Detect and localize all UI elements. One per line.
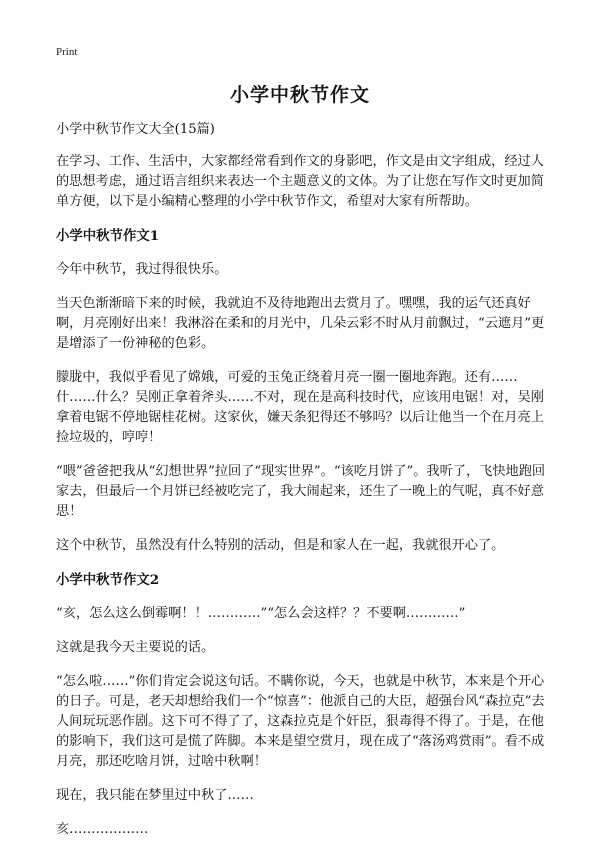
section2-paragraph: “亥，怎么这么倒霉啊！！…………”“怎么会这样？？不要啊…………” [56,606,466,621]
section2-paragraph: 亥……………… [56,822,149,837]
section2-paragraph: “怎么啦……”你们肯定会说这句话。不瞒你说，今天，也就是中秋节，本来是个开心的日子。可是，老天却想给我们一个“惊喜”：他派自己的大臣，超强台风“森拉克”去人间玩玩恶作剧。这下可不得了了，这森拉克是个奸臣，狠毒得不得了。于是，在他的影响下，我们这可是慌了阵脚。本来是望空赏月，现在成了“落汤鸡赏雨”。看不成月亮，那还吃啥月饼，过啥中秋啊！ [56,674,545,769]
section2-paragraph: 这就是我今天主要说的话。 [56,640,215,655]
intro-paragraph: 在学习、工作、生活中，大家都经常看到作文的身影吧，作文是由文字组成，经过人的思想考虑，通过语言组织来表达一个主题意义的文体。为了让您在写作文时更加简单方便，以下是小编精心整理的小学中秋节作文，希望对大家有所帮助。 [56,154,544,209]
page-title: 小学中秋节作文 [229,84,370,106]
print-link[interactable]: Print [56,46,78,58]
section1-paragraph: “喂”爸爸把我从“幻想世界”拉回了“现实世界”。“该吃月饼了”。我听了，飞快地跑回家去，但最后一个月饼已经被吃完了，我大闹起来，还生了一晚上的气呢，真不好意思！ [56,464,546,519]
section1-paragraph: 当天色渐渐暗下来的时候，我就迫不及待地跑出去赏月了。嘿嘿，我的运气还真好啊，月亮刚好出来！我淋浴在柔和的月光中，几朵云彩不时从月前飘过，“云遮月”更是增添了一份神秘的色彩。 [56,296,545,351]
section-heading-1: 小学中秋节作文1 [56,228,160,244]
section1-paragraph: 朦胧中，我似乎看见了嫦娥，可爱的玉兔正绕着月亮一圈一圈地奔跑。还有……什……什么？吴刚正拿着斧头……不对，现在是高科技时代，应该用电锯！对，吴刚拿着电锯不停地锯桂花树。这家伙，嫌天条犯得还不够吗？以后让他当一个在月亮上捡垃圾的，哼哼！ [56,370,544,445]
article-subtitle: 小学中秋节作文大全(15篇) [56,122,215,137]
section1-paragraph: 这个中秋节，虽然没有什么特别的活动，但是和家人在一起，我就很开心了。 [56,538,505,553]
article-body [56,120,550,854]
section2-paragraph: 现在，我只能在梦里过中秋了…… [56,788,254,803]
section-heading-2: 小学中秋节作文2 [56,572,160,588]
section1-paragraph: 今年中秋节，我过得很快乐。 [56,262,228,277]
